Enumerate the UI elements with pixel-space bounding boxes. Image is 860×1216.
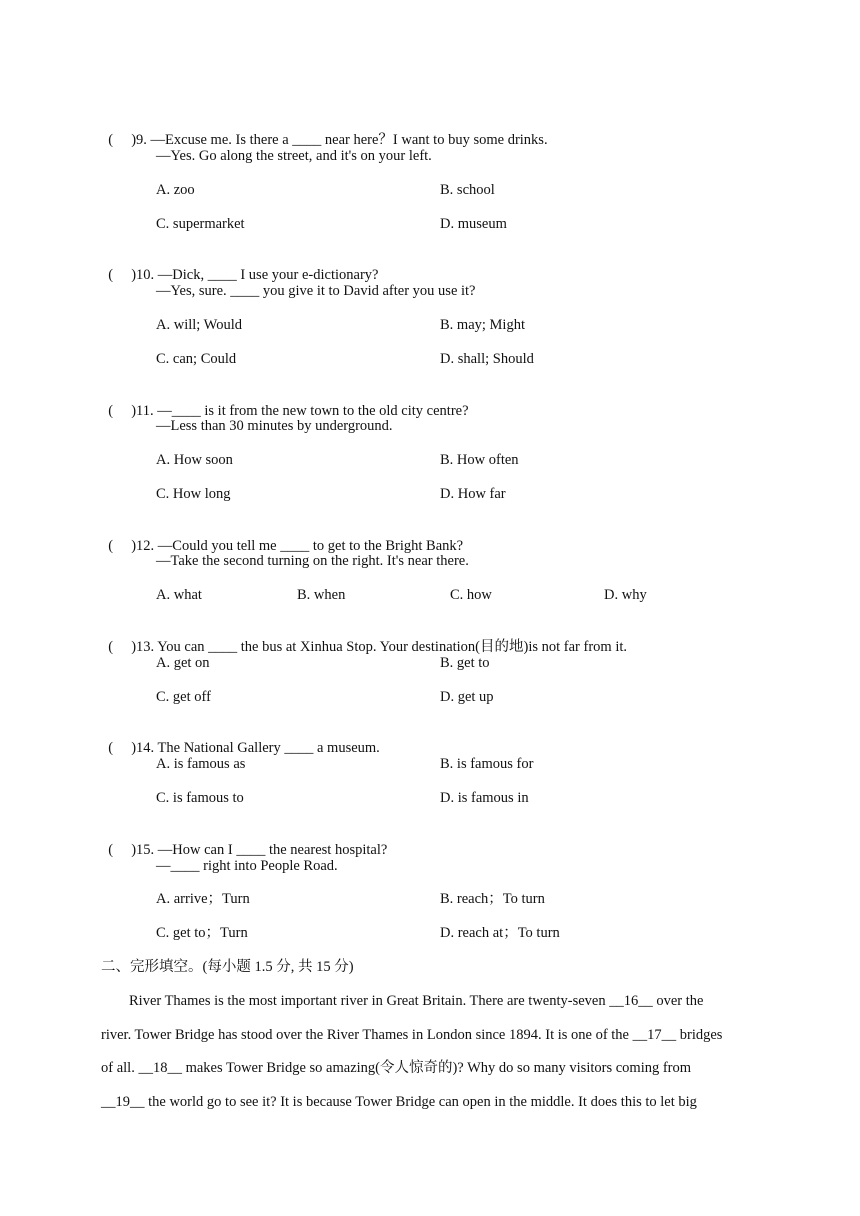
question-13-option-c[interactable]: C. get off <box>156 689 211 705</box>
answer-bracket[interactable]: ( )11. <box>108 403 158 419</box>
question-10-stem: ( )10. —Dick, ____ I use your e-dictionary? <box>108 267 379 283</box>
question-10-followup: —Yes, sure. ____ you give it to David after you use it? <box>156 283 476 299</box>
question-12-stem: ( )12. —Could you tell me ____ to get to the Bright Bank? <box>108 538 464 554</box>
question-10-option-b[interactable]: B. may; Might <box>440 317 525 333</box>
question-15-option-a[interactable]: A. arrive；Turn <box>156 891 250 907</box>
question-14-stem: ( )14. The National Gallery ____ a museum. <box>108 740 380 756</box>
question-9-option-d[interactable]: D. museum <box>440 216 507 232</box>
question-11-option-a[interactable]: A. How soon <box>156 452 233 468</box>
question-12-option-a[interactable]: A. what <box>156 587 202 603</box>
question-9-option-c[interactable]: C. supermarket <box>156 216 245 232</box>
question-13-option-b[interactable]: B. get to <box>440 655 490 671</box>
question-11-option-d[interactable]: D. How far <box>440 486 506 502</box>
question-9-option-a[interactable]: A. zoo <box>156 182 195 198</box>
answer-bracket[interactable]: ( )14. <box>108 740 158 756</box>
question-15-stem: ( )15. —How can I ____ the nearest hospital? <box>108 842 388 858</box>
question-10-option-c[interactable]: C. can; Could <box>156 351 237 367</box>
question-10-option-a[interactable]: A. will; Would <box>156 317 242 333</box>
question-12-followup: —Take the second turning on the right. It's near there. <box>156 553 469 569</box>
passage-line-4: __19__ the world go to see it? It is because Tower Bridge can open in the middle. It does this to let big <box>101 1094 697 1110</box>
answer-bracket[interactable]: ( )13. <box>108 639 158 655</box>
question-12-option-d[interactable]: D. why <box>604 587 647 603</box>
question-11-option-c[interactable]: C. How long <box>156 486 231 502</box>
answer-bracket[interactable]: ( )9. <box>108 132 151 148</box>
answer-bracket[interactable]: ( )12. <box>108 538 158 554</box>
question-13-option-d[interactable]: D. get up <box>440 689 494 705</box>
question-14-option-b[interactable]: B. is famous for <box>440 756 534 772</box>
question-14-option-a[interactable]: A. is famous as <box>156 756 246 772</box>
question-15-option-c[interactable]: C. get to；Turn <box>156 925 248 941</box>
question-15-option-b[interactable]: B. reach；To turn <box>440 891 545 907</box>
question-9-followup: —Yes. Go along the street, and it's on your left. <box>156 148 432 164</box>
question-11-followup: —Less than 30 minutes by underground. <box>156 418 393 434</box>
answer-bracket[interactable]: ( )15. <box>108 842 158 858</box>
passage-line-3: of all. __18__ makes Tower Bridge so amazing(令人惊奇的)? Why do so many visitors coming from <box>101 1060 692 1076</box>
section-2-title: 二、完形填空。(每小题 1.5 分, 共 15 分) <box>101 959 354 975</box>
question-11-stem: ( )11. —____ is it from the new town to the old city centre? <box>108 403 469 419</box>
question-12-option-c[interactable]: C. how <box>450 587 492 603</box>
question-10-option-d[interactable]: D. shall; Should <box>440 351 534 367</box>
question-14-option-d[interactable]: D. is famous in <box>440 790 529 806</box>
question-15-followup: —____ right into People Road. <box>156 858 338 874</box>
answer-bracket[interactable]: ( )10. <box>108 267 158 283</box>
question-15-option-d[interactable]: D. reach at；To turn <box>440 925 560 941</box>
passage-line-1: River Thames is the most important river in Great Britain. There are twenty-seven __16__ over the <box>129 993 704 1009</box>
passage-line-2: river. Tower Bridge has stood over the River Thames in London since 1894. It is one of the __17__ bridges <box>101 1027 723 1043</box>
question-11-option-b[interactable]: B. How often <box>440 452 519 468</box>
question-13-option-a[interactable]: A. get on <box>156 655 210 671</box>
question-13-stem: ( )13. You can ____ the bus at Xinhua Stop. Your destination(目的地)is not far from it. <box>108 639 627 655</box>
question-14-option-c[interactable]: C. is famous to <box>156 790 244 806</box>
question-12-option-b[interactable]: B. when <box>297 587 346 603</box>
question-9-stem: ( )9. —Excuse me. Is there a ____ near here？I want to buy some drinks. <box>108 132 548 148</box>
question-9-option-b[interactable]: B. school <box>440 182 495 198</box>
